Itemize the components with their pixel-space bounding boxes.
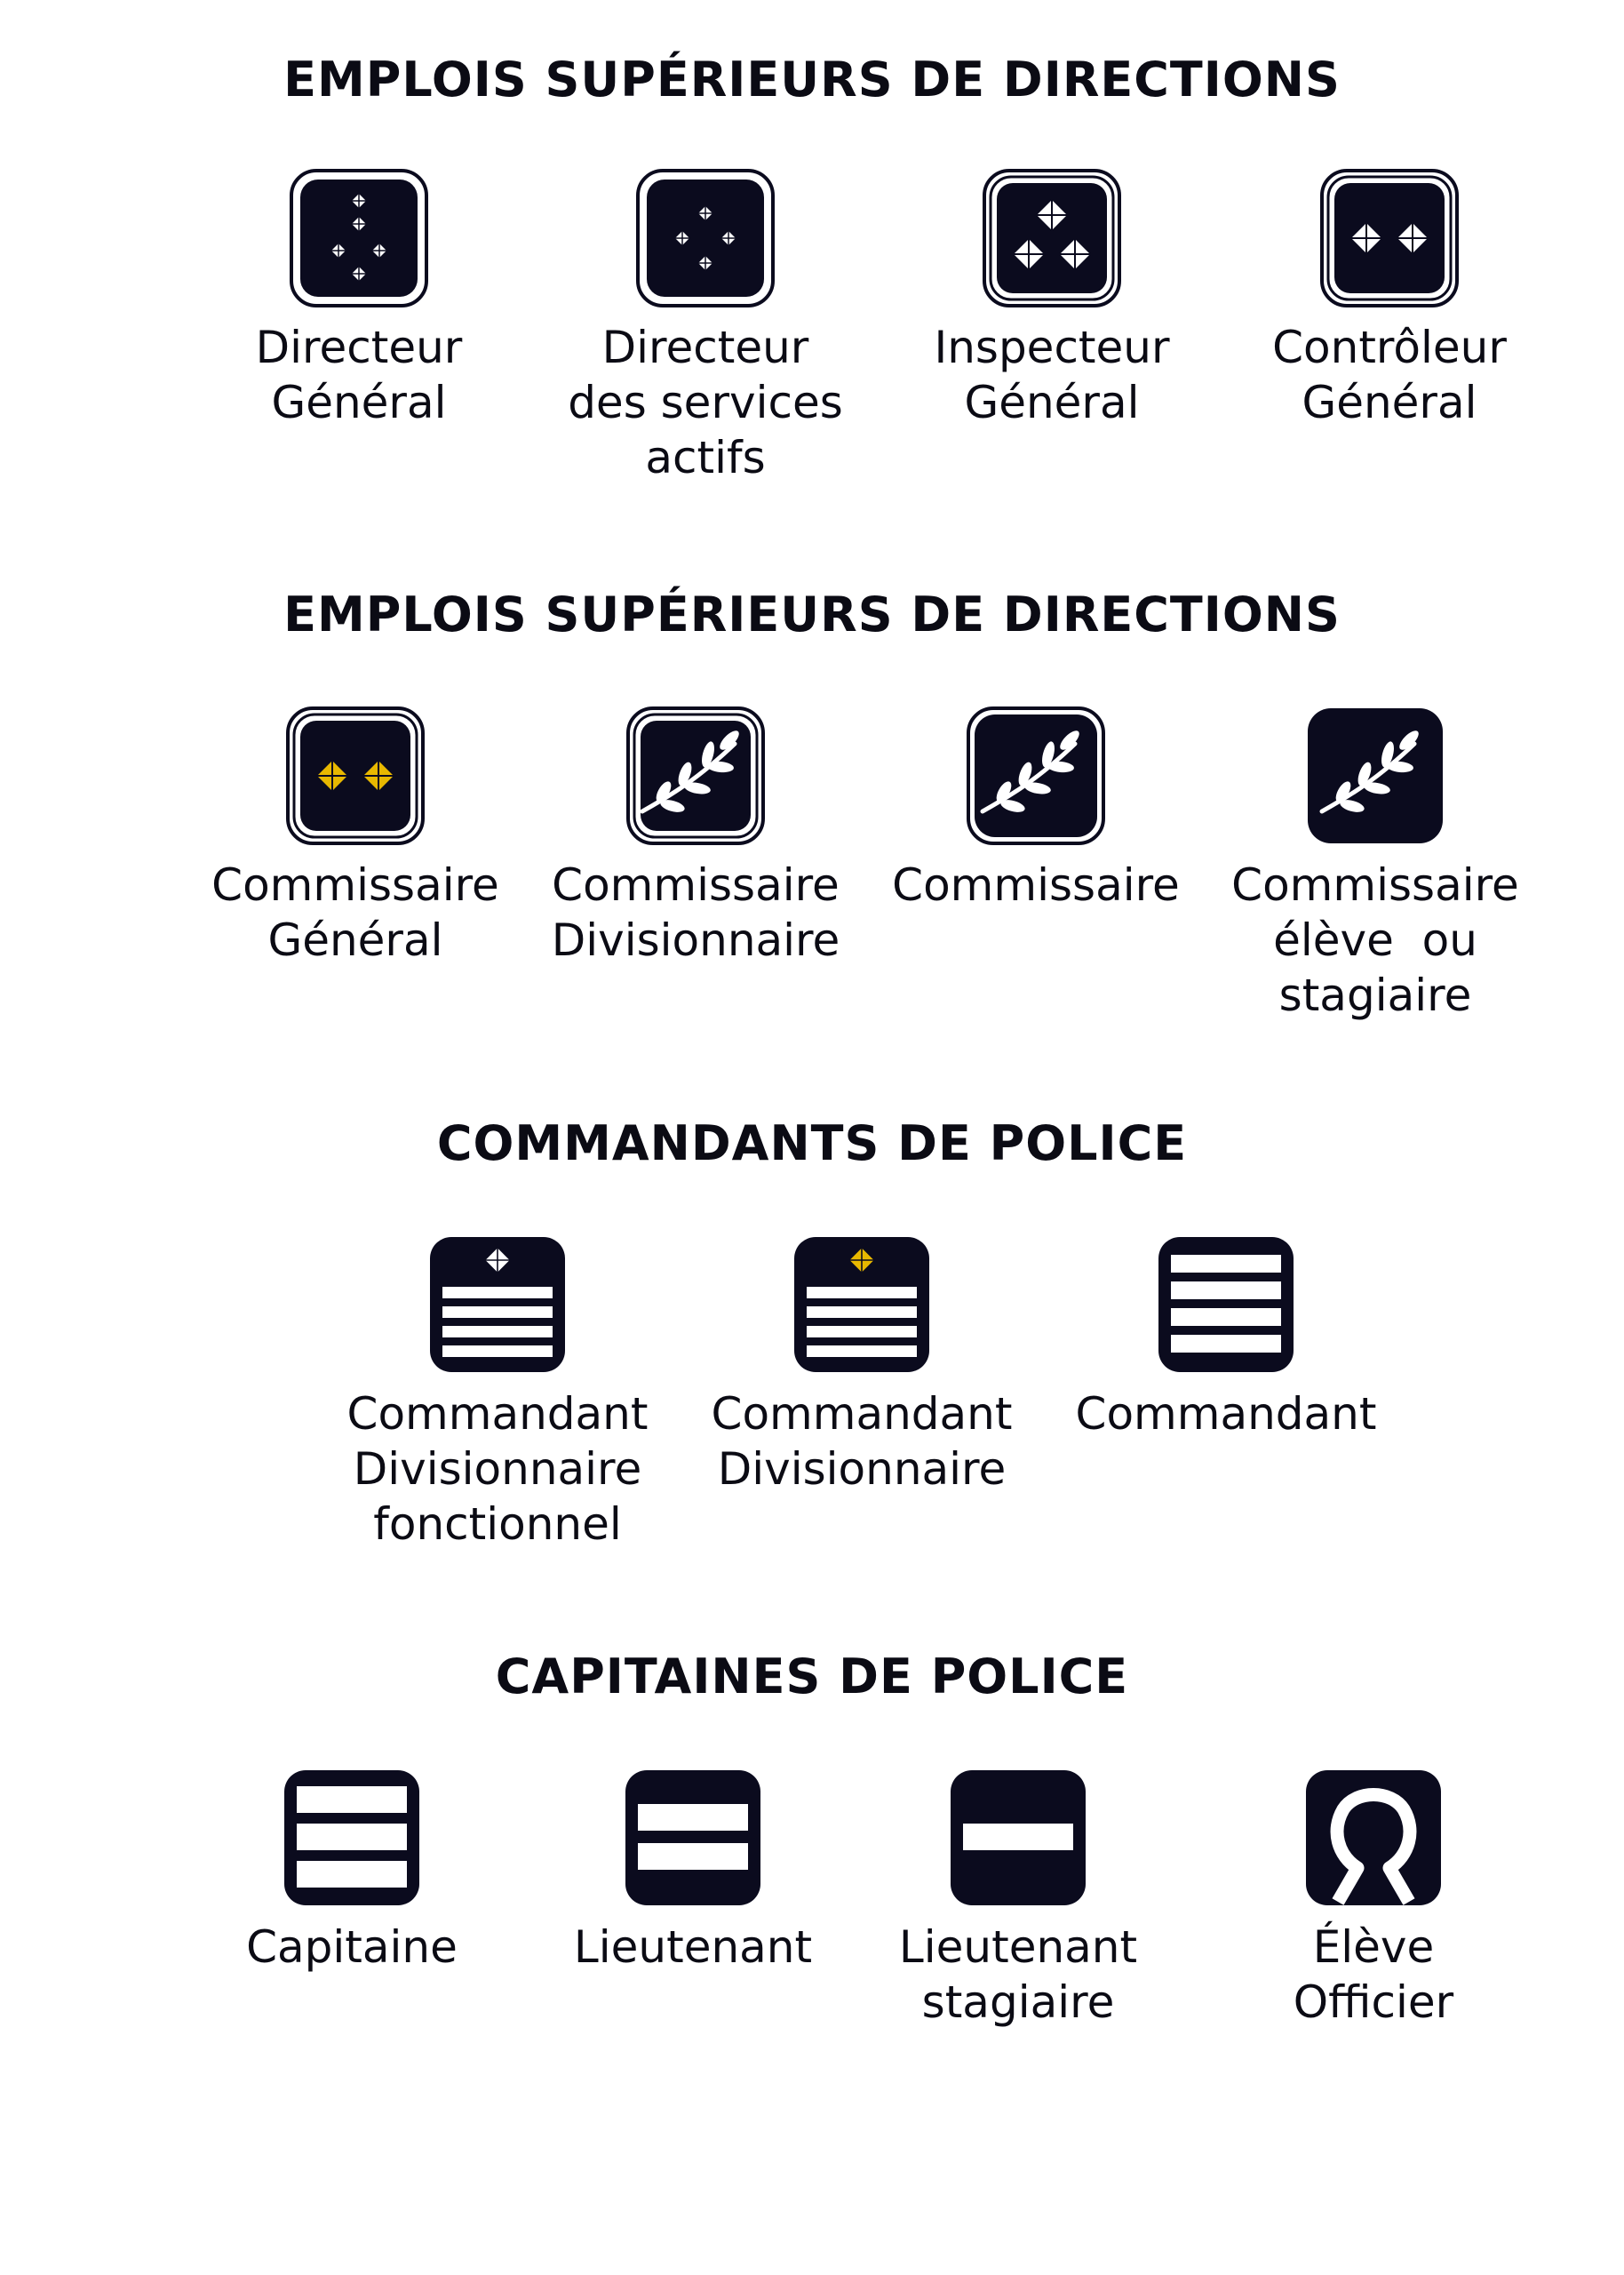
four-stripes-icon [1157, 1235, 1295, 1374]
section-title-capitaines: CAPITAINES DE POLICE [495, 1648, 1129, 1704]
two-gold-stars-icon [286, 706, 425, 845]
rank-label: Élève Officier [1293, 1921, 1454, 2028]
rank-label: Commandant Divisionnaire [711, 1388, 1013, 1495]
section-title-commandants: COMMANDANTS DE POLICE [436, 1115, 1188, 1171]
rank-label: Commissaire élève ou stagiaire [1231, 859, 1519, 1021]
rank-directeur-general [199, 169, 519, 430]
rank-label: Lieutenant [573, 1921, 813, 1973]
rank-eleve-officier [1214, 1768, 1533, 2030]
rank-label: Lieutenant stagiaire [898, 1921, 1138, 2028]
section-title-directions-1: EMPLOIS SUPÉRIEURS DE DIRECTIONS [283, 52, 1341, 108]
rank-lieutenant [533, 1768, 853, 1975]
rank-inspecteur-general [892, 169, 1212, 430]
rank-label: Inspecteur Général [934, 322, 1170, 428]
rank-label: Directeur Général [255, 322, 463, 428]
rank-label: Capitaine [246, 1921, 458, 1973]
rank-commissaire-eleve [1215, 706, 1535, 1023]
oak-branch-icon [626, 706, 765, 845]
rank-capitaine [192, 1768, 512, 1975]
oak-branch-icon [1306, 706, 1445, 845]
rank-lieutenant-stagiaire [858, 1768, 1178, 2030]
oak-branch-icon [967, 706, 1105, 845]
three-large-stars-icon [983, 169, 1121, 307]
rank-label: Directeur des services actifs [568, 322, 843, 483]
five-small-stars-icon [290, 169, 428, 307]
rank-label: Commissaire Divisionnaire [551, 859, 840, 966]
rank-commandant-divisionnaire [702, 1235, 1022, 1497]
two-stripes-icon [624, 1768, 762, 1907]
rank-label: Commissaire [892, 859, 1180, 911]
rank-commissaire [876, 706, 1196, 913]
four-small-stars-icon [636, 169, 775, 307]
rank-label: Commandant [1075, 1388, 1377, 1440]
rank-directeur-services-actifs [545, 169, 865, 485]
white-star-four-stripes-icon [428, 1235, 567, 1374]
rank-commandant-divisionnaire-fonctionnel [338, 1235, 657, 1552]
cadet-loop-icon [1304, 1768, 1443, 1907]
rank-label: Commandant Divisionnaire fonctionnel [346, 1388, 649, 1550]
one-stripe-icon [949, 1768, 1087, 1907]
rank-label: Contrôleur Général [1272, 322, 1507, 428]
gold-star-four-stripes-icon [792, 1235, 931, 1374]
two-large-stars-icon [1320, 169, 1459, 307]
rank-label: Commissaire Général [211, 859, 499, 966]
rank-controleur-general [1230, 169, 1549, 430]
three-stripes-icon [283, 1768, 421, 1907]
rank-commissaire-general [195, 706, 515, 968]
rank-commissaire-divisionnaire [536, 706, 856, 968]
rank-commandant [1066, 1235, 1386, 1441]
section-title-directions-2: EMPLOIS SUPÉRIEURS DE DIRECTIONS [283, 587, 1341, 643]
